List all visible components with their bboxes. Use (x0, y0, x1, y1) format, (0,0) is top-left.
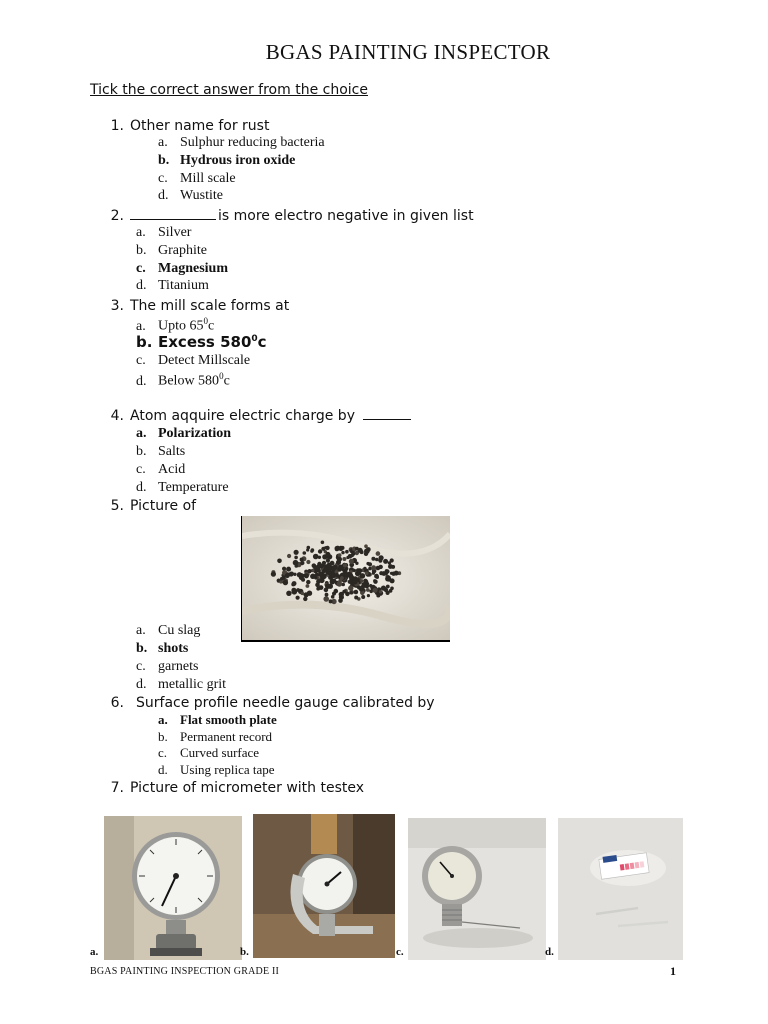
question-number: 5. (110, 498, 124, 514)
dial-gauge-photo-icon[interactable] (104, 816, 242, 960)
answer-blank[interactable] (130, 209, 216, 220)
option-text: Magnesium (158, 261, 228, 276)
option-text: Permanent record (180, 729, 273, 744)
option-letter: b. (136, 444, 147, 459)
option-letter: b. (158, 153, 170, 168)
option-text: Detect Millscale (158, 353, 251, 368)
question-text: Surface profile needle gauge calibrated by (136, 695, 435, 711)
question-4 (100, 408, 411, 424)
page-number: 1 (670, 964, 676, 978)
option-text: Sulphur reducing bacteria (180, 135, 325, 150)
option-5b[interactable] (136, 641, 188, 657)
option-1c[interactable] (158, 171, 236, 187)
answer-blank[interactable] (363, 409, 411, 420)
option-6c[interactable] (158, 745, 259, 761)
question-2 (100, 208, 474, 224)
option-letter: d. (136, 373, 147, 389)
option-letter: a. (136, 318, 146, 334)
option-text: Salts (158, 444, 186, 459)
option-text: Graphite (158, 243, 207, 258)
question-text: is more electro negative in given list (218, 208, 474, 224)
option-5a[interactable] (136, 623, 200, 639)
footer-text: BGAS PAINTING INSPECTION GRADE II (90, 966, 280, 977)
option-text: Cu slag (158, 623, 201, 638)
option-text: Mill scale (180, 171, 236, 186)
option-text: shots (158, 641, 189, 656)
option-text: Curved surface (180, 745, 260, 760)
option-letter: d. (136, 480, 147, 495)
option-5c[interactable] (136, 659, 198, 675)
option-text: Excess 580 (158, 333, 252, 351)
option-6b[interactable] (158, 729, 272, 745)
steel-shot-photo-icon (241, 516, 450, 642)
option-letter: b. (158, 729, 168, 744)
option-text: Using replica tape (180, 762, 275, 777)
testex-tape-photo-icon[interactable] (558, 818, 683, 960)
option-letter: c. (158, 745, 168, 760)
option-text: metallic grit (158, 677, 227, 692)
image-label-a: a. (90, 946, 99, 958)
option-letter: a. (136, 623, 146, 638)
option-letter: a. (136, 426, 147, 441)
degree-sup: 0 (219, 371, 224, 381)
option-text: Temperature (158, 480, 229, 495)
instruction-text: Tick the correct answer from the choice (90, 82, 368, 98)
option-text: Wustite (180, 188, 223, 203)
question-number: 1. (110, 118, 124, 134)
unit-suffix: c (208, 318, 215, 334)
question-number: 3. (110, 298, 124, 314)
question-5 (100, 498, 196, 514)
option-2a[interactable] (136, 225, 191, 241)
option-4a[interactable] (136, 426, 231, 442)
image-label-b: b. (240, 946, 249, 958)
option-text: Polarization (158, 426, 232, 441)
option-2b[interactable] (136, 243, 207, 259)
question-number: 7. (110, 780, 124, 796)
option-letter: b. (136, 641, 148, 656)
option-text: Upto 65 (158, 318, 204, 334)
option-4b[interactable] (136, 444, 185, 460)
option-letter: d. (158, 188, 169, 203)
option-text: garnets (158, 659, 199, 674)
option-6d[interactable] (158, 762, 275, 778)
option-5d[interactable] (136, 677, 226, 693)
option-4d[interactable] (136, 480, 229, 496)
page-title: BGAS PAINTING INSPECTOR (265, 40, 551, 64)
question-text: Atom aqquire electric charge by (130, 408, 355, 424)
option-letter: c. (158, 171, 168, 186)
question-number: 6. (110, 695, 124, 711)
option-letter: a. (136, 225, 146, 240)
option-letter: b. (136, 333, 153, 351)
option-letter: c. (136, 353, 146, 368)
question-number: 4. (110, 408, 124, 424)
question-3 (100, 298, 289, 314)
question-text: Picture of (130, 498, 197, 514)
option-letter: a. (158, 712, 168, 727)
question-number: 2. (110, 208, 124, 224)
option-3d[interactable] (136, 371, 230, 390)
spring-micrometer-photo-icon[interactable] (253, 814, 395, 958)
image-label-c: c. (396, 946, 404, 958)
question-text: Other name for rust (130, 118, 270, 134)
option-text: Silver (158, 225, 192, 240)
option-letter: a. (158, 135, 168, 150)
unit-suffix: c (223, 373, 230, 389)
option-3a[interactable] (136, 316, 214, 335)
degree-sup: 0 (251, 334, 258, 344)
option-letter: d. (136, 278, 147, 293)
option-4c[interactable] (136, 462, 185, 478)
unit-suffix: c (257, 333, 267, 351)
question-text: Picture of micrometer with testex (130, 780, 365, 796)
option-letter: d. (158, 762, 168, 777)
option-2c[interactable] (136, 261, 228, 277)
question-6 (100, 695, 435, 711)
question-text: The mill scale forms at (130, 298, 290, 314)
option-1b[interactable] (158, 153, 295, 169)
option-1a[interactable] (158, 135, 325, 151)
option-text: Flat smooth plate (180, 712, 277, 727)
option-3c[interactable] (136, 353, 250, 369)
option-letter: b. (136, 243, 147, 258)
option-text: Hydrous iron oxide (180, 153, 296, 168)
question-7 (100, 780, 364, 796)
image-label-d: d. (545, 946, 554, 958)
option-text: Below 580 (158, 373, 220, 389)
option-2d[interactable] (136, 278, 209, 294)
option-text: Acid (158, 462, 186, 477)
option-letter: c. (136, 462, 146, 477)
option-text: Titanium (158, 278, 209, 293)
option-letter: c. (136, 659, 146, 674)
needle-gauge-photo-icon[interactable] (408, 818, 546, 960)
option-letter: c. (136, 261, 146, 276)
degree-sup: 0 (203, 316, 208, 326)
option-letter: d. (136, 677, 147, 692)
option-1d[interactable] (158, 188, 223, 204)
option-3b[interactable] (136, 333, 267, 351)
option-6a[interactable] (158, 712, 277, 728)
question-1 (100, 118, 269, 134)
